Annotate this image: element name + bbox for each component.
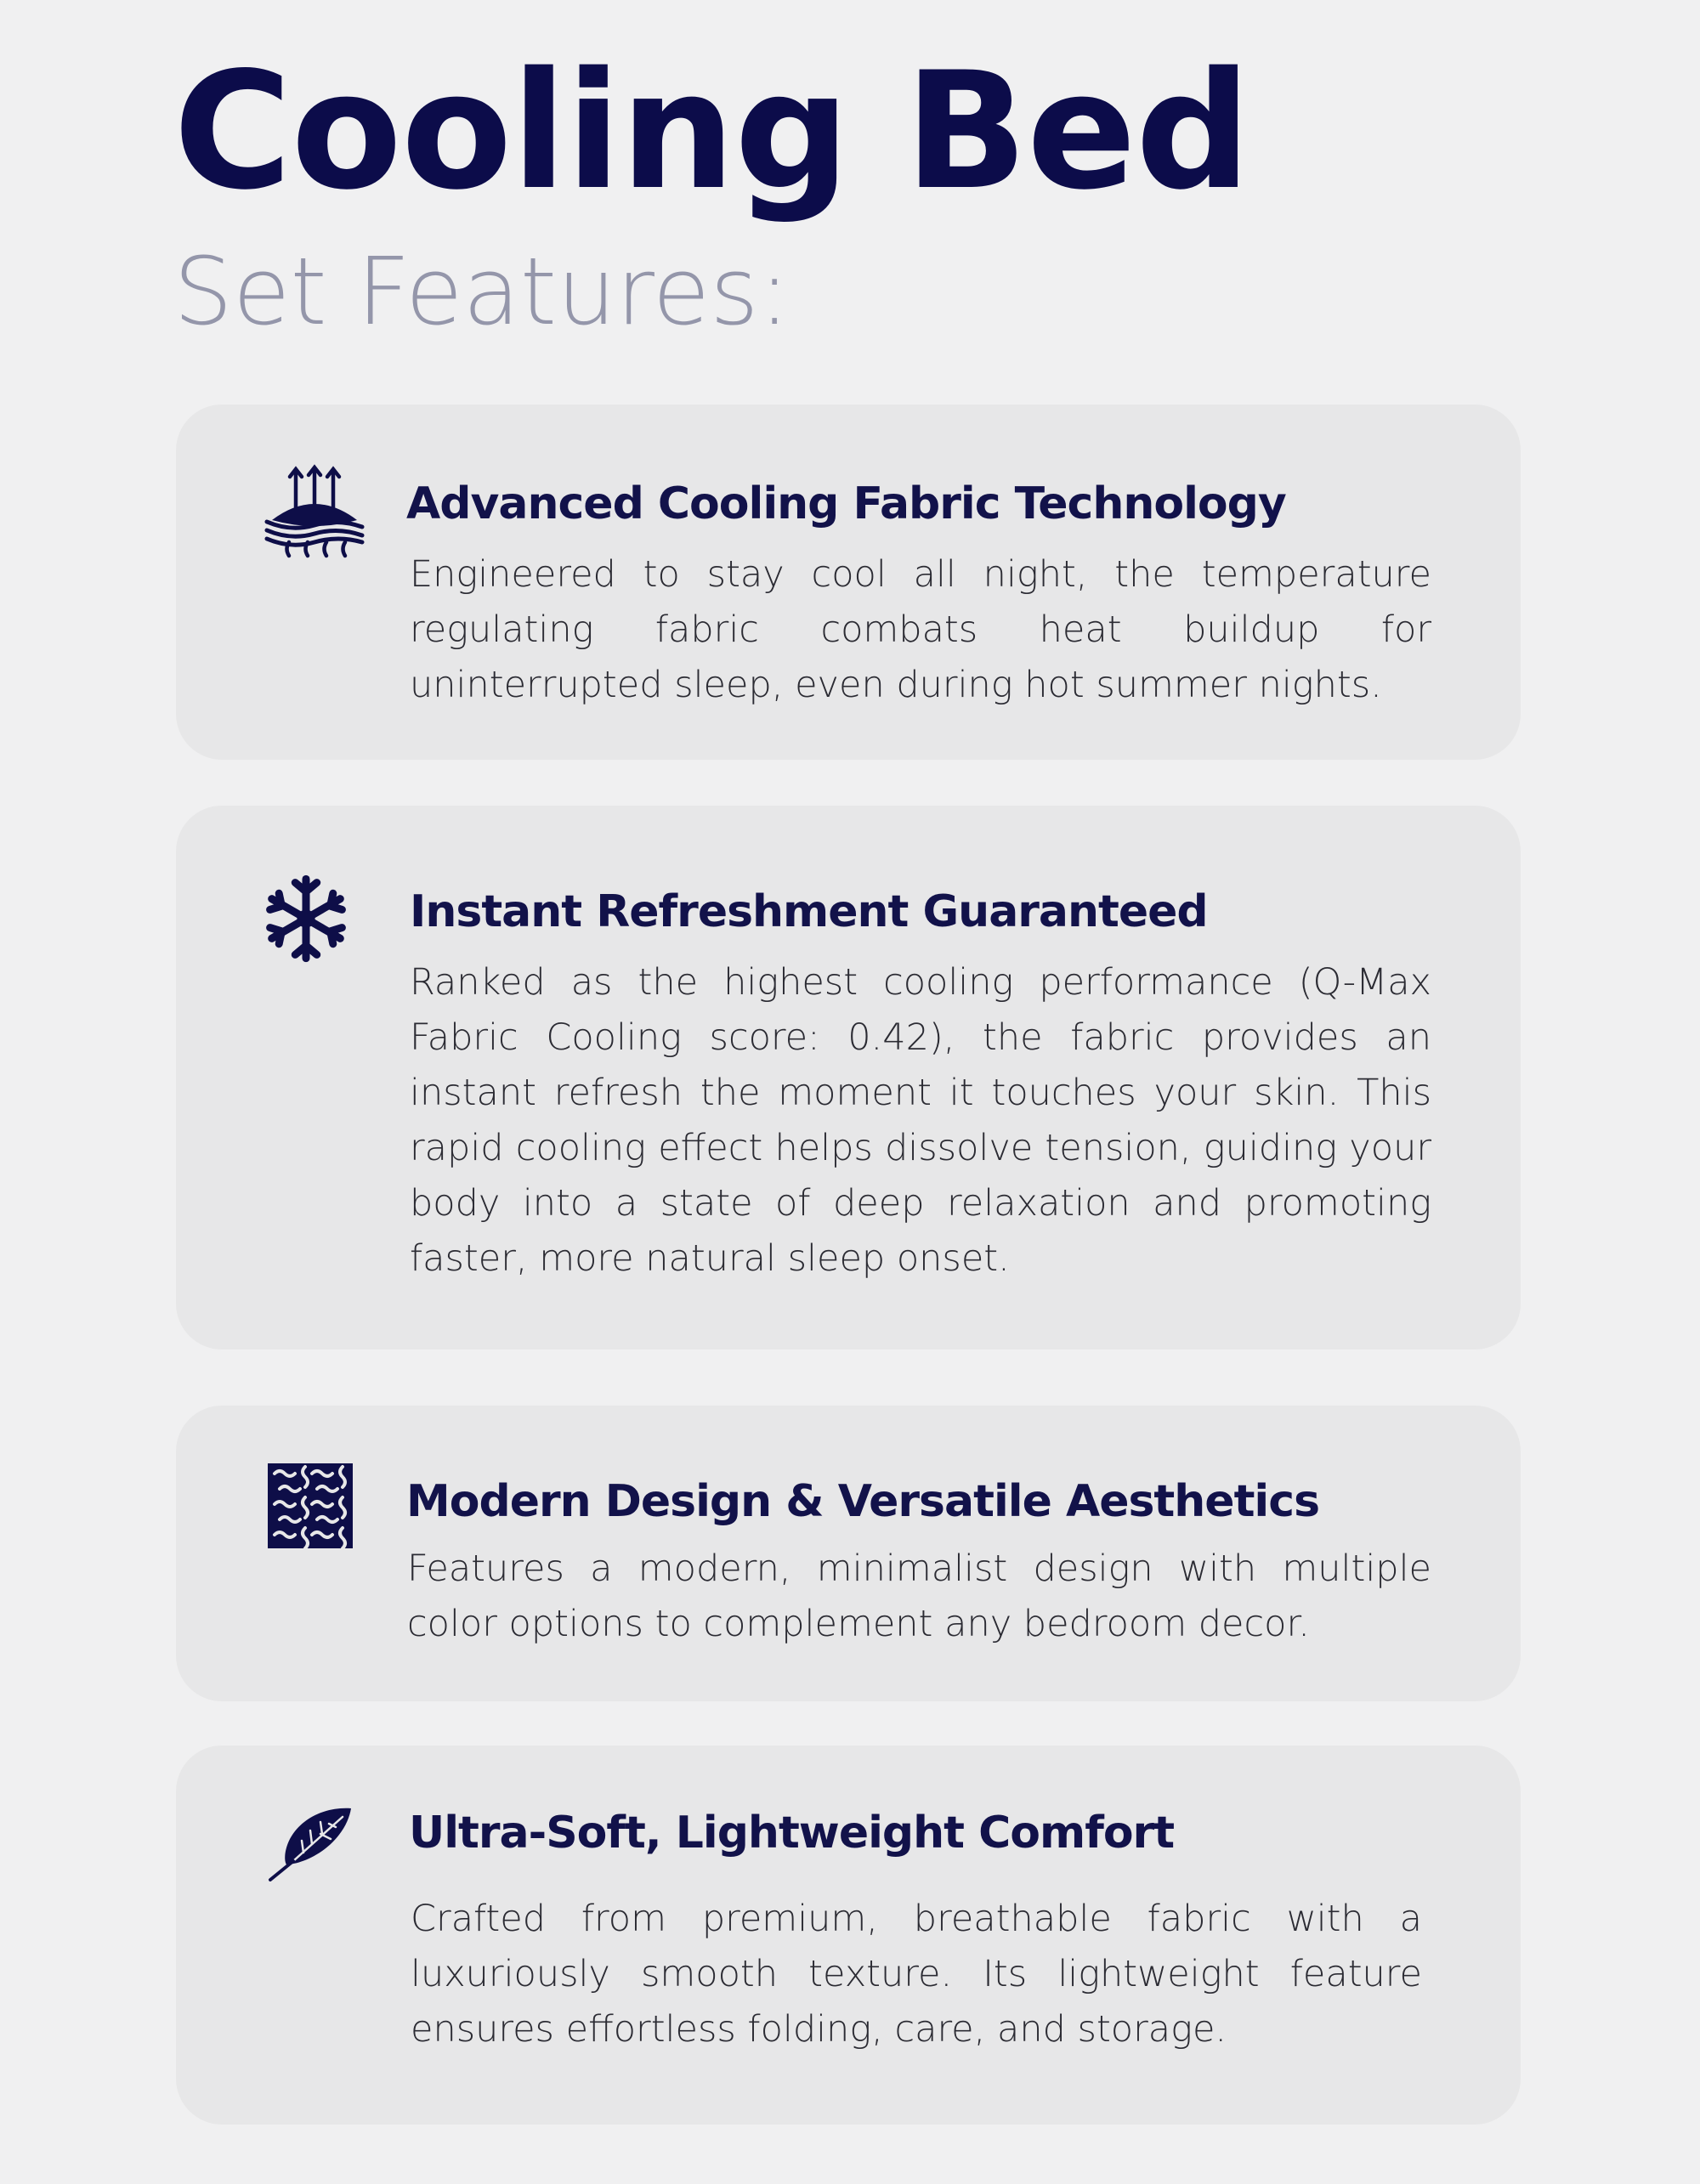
- feature-title: Ultra-Soft, Lightweight Comfort: [409, 1808, 1175, 1859]
- feature-card-refreshment: [176, 806, 1521, 1349]
- feature-description: Engineered to stay cool all night, the temperature regulating fabric combats heat buildup for uninterrupted sleep, even during hot summer nights.: [410, 553, 1431, 706]
- feature-description: Crafted from premium, breathable fabric with a luxuriously smooth texture. Its lightweight feature ensures effortless folding, care, and storage.: [411, 1898, 1422, 2051]
- feature-title: Instant Refreshment Guaranteed: [410, 886, 1208, 937]
- fabric-pattern-icon: [268, 1463, 353, 1548]
- feature-title: Modern Design & Versatile Aesthetics: [406, 1476, 1320, 1527]
- page-subtitle: Set Features:: [173, 237, 790, 346]
- page-title: Cooling Bed: [173, 37, 1250, 225]
- feature-description: Features a modern, minimalist design with multiple color options to complement any bedroom decor.: [407, 1547, 1431, 1645]
- feature-description: Ranked as the highest cooling performance (Q-Max Fabric Cooling score: 0.42), the fabric provides an instant refresh the moment it touches your skin. This rapid cooling effect helps dissolve tension, guiding your body into a state of deep relaxation and promoting faster, more natural sleep onset.: [410, 961, 1431, 1280]
- feather-icon: [268, 1805, 353, 1881]
- feature-card-cooling-fabric: [176, 405, 1521, 760]
- feature-title: Advanced Cooling Fabric Technology: [406, 478, 1286, 529]
- cooling-fabric-icon: [264, 464, 366, 566]
- feature-card-design: [176, 1406, 1521, 1701]
- snowflake-icon: [261, 874, 351, 964]
- feature-card-comfort: [176, 1746, 1521, 2125]
